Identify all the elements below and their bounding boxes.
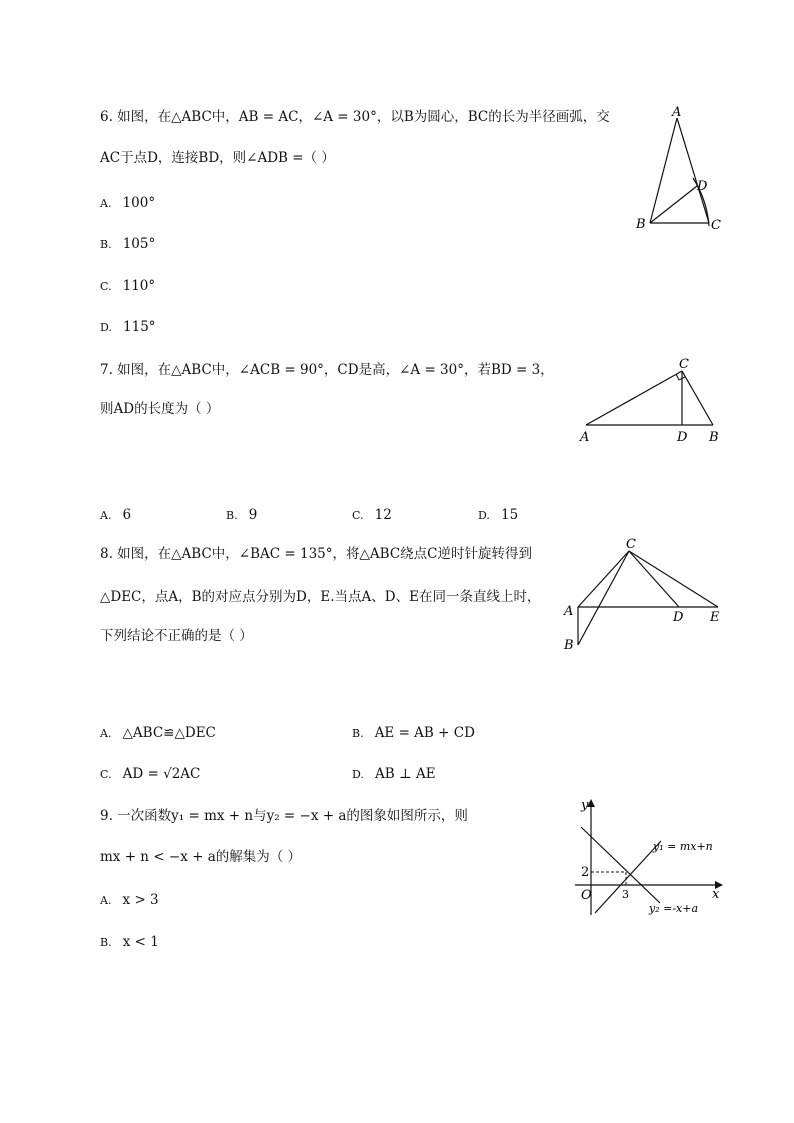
- option-text: AE = AB + CD: [374, 725, 475, 741]
- q9-line2-label: y₂ =-x+a: [649, 902, 699, 915]
- q8-option-b[interactable]: [352, 722, 475, 741]
- q9-option-a[interactable]: [100, 889, 159, 908]
- q6-stem-line1: 6. 如图，在△ABC中，AB = AC，∠A = 30°，以B为圆心，BC的长为半径画弧，交: [100, 109, 610, 125]
- q9-function-graph: [565, 795, 730, 925]
- q6-option-d[interactable]: [100, 316, 156, 335]
- q9-origin-label: O: [581, 888, 592, 903]
- q6-stem-line2: AC于点D，连接BD，则∠ADB =（ ）: [100, 150, 335, 166]
- q6-label-d: D: [697, 179, 708, 194]
- q7-label-b: B: [709, 430, 719, 445]
- q8-label-b: B: [564, 638, 574, 653]
- q6-label-a: A: [672, 105, 682, 120]
- q9-y-axis-label: y: [581, 798, 589, 813]
- option-text: △ABC≌△DEC: [122, 725, 216, 741]
- q8-stem-line3: 下列结论不正确的是（ ）: [100, 628, 253, 644]
- option-letter: A.: [100, 727, 112, 740]
- q6-label-c: C: [711, 218, 721, 233]
- q8-label-a: A: [564, 604, 574, 619]
- option-text: 15: [501, 507, 519, 523]
- q7-label-a: A: [580, 430, 590, 445]
- q8-label-d: D: [673, 610, 684, 625]
- q9-tick-y-label: 2: [581, 865, 590, 880]
- option-letter: C.: [100, 768, 112, 781]
- option-letter: A.: [100, 894, 112, 907]
- q9-stem-line2: mx + n < −x + a的解集为（ ）: [100, 849, 302, 865]
- q8-option-d[interactable]: [352, 763, 436, 782]
- option-letter: D.: [478, 509, 490, 522]
- option-text: AB ⊥ AE: [375, 766, 436, 782]
- q7-label-c: C: [679, 357, 689, 372]
- option-text: 110°: [122, 278, 156, 294]
- q8-rotation-figure: [555, 535, 730, 660]
- option-letter: C.: [100, 280, 112, 293]
- q8-label-e: E: [710, 610, 720, 625]
- q7-stem-line1: 7. 如图，在△ABC中，∠ACB = 90°，CD是高，∠A = 30°，若BD = 3，: [100, 362, 554, 378]
- q6-option-a[interactable]: [100, 192, 155, 211]
- q6-option-b[interactable]: [100, 233, 155, 252]
- option-letter: B.: [100, 936, 112, 949]
- q8-stem-line2: △DEC，点A，B的对应点分别为D，E.当点A、D、E在同一条直线上时，: [100, 589, 541, 605]
- q6-option-c[interactable]: [100, 275, 155, 294]
- q7-option-c[interactable]: [352, 504, 392, 523]
- q8-stem-line1: 8. 如图，在△ABC中，∠BAC = 135°，将△ABC绕点C逆时针旋转得到: [100, 546, 532, 562]
- option-letter: D.: [352, 768, 364, 781]
- q6-triangle-figure: [625, 100, 730, 240]
- q9-tick-x-label: 3: [622, 888, 629, 901]
- option-text: 6: [122, 507, 132, 523]
- q9-line1-label: y₁ = mx+n: [653, 840, 713, 853]
- option-text: x < 1: [122, 934, 159, 950]
- option-letter: D.: [100, 321, 112, 334]
- option-text: 105°: [122, 236, 156, 252]
- option-letter: B.: [100, 238, 112, 251]
- q9-option-b[interactable]: [100, 931, 159, 950]
- q7-stem-line2: 则AD的长度为（ ）: [100, 401, 220, 417]
- option-text: x > 3: [122, 892, 159, 908]
- option-text: 9: [248, 507, 258, 523]
- q8-label-c: C: [626, 537, 636, 552]
- q7-option-d[interactable]: [478, 504, 518, 523]
- q8-option-a[interactable]: [100, 722, 216, 741]
- option-text: 100°: [122, 195, 156, 211]
- option-text: AD = √2AC: [122, 766, 201, 782]
- option-letter: B.: [226, 509, 238, 522]
- q9-stem-line1: 9. 一次函数y₁ = mx + n与y₂ = −x + a的图象如图所示，则: [100, 808, 468, 824]
- q7-option-a[interactable]: [100, 504, 131, 523]
- q9-x-axis-label: x: [712, 887, 720, 902]
- option-letter: C.: [352, 509, 364, 522]
- option-letter: A.: [100, 197, 112, 210]
- option-text: 12: [374, 507, 392, 523]
- q7-label-d: D: [677, 430, 688, 445]
- option-letter: A.: [100, 509, 112, 522]
- option-text: 115°: [123, 319, 156, 335]
- q7-right-triangle-figure: [570, 350, 730, 450]
- option-letter: B.: [352, 727, 364, 740]
- q7-option-b[interactable]: [226, 504, 257, 523]
- q6-label-b: B: [636, 217, 646, 232]
- q8-option-c[interactable]: [100, 763, 200, 782]
